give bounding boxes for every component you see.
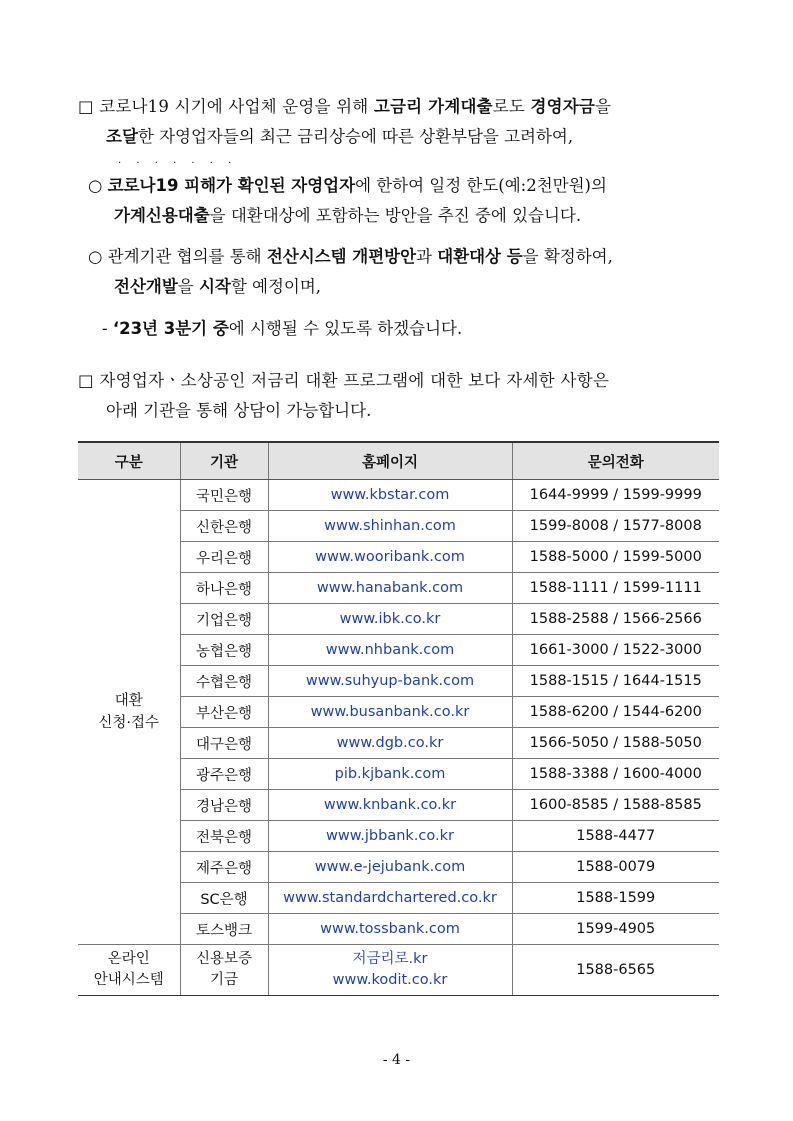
phone-cell: 1661-3000 / 1522-3000 — [512, 635, 719, 666]
institution-cell: 경남은행 — [180, 790, 268, 821]
homepage-link[interactable]: www.standardchartered.co.kr — [268, 883, 512, 914]
homepage-link[interactable]: www.ibk.co.kr — [268, 604, 512, 635]
phone-cell: 1588-1515 / 1644-1515 — [512, 666, 719, 697]
homepage-link[interactable]: www.dgb.co.kr — [268, 728, 512, 759]
homepage-link[interactable]: www.tossbank.com — [268, 914, 512, 945]
homepage-link[interactable]: www.jbbank.co.kr — [268, 821, 512, 852]
header-category: 구분 — [78, 442, 180, 480]
paragraph-2-line-1: ○ 코로나19 피해가 확인된 자영업자에 한하여 일정 한도(예:2천만원)의 — [88, 176, 607, 195]
institution-cell: 부산은행 — [180, 697, 268, 728]
institution-cell: SC은행 — [180, 883, 268, 914]
phone-cell: 1588-6200 / 1544-6200 — [512, 697, 719, 728]
homepage-link-line[interactable]: www.kodit.co.kr — [332, 972, 448, 988]
page-number: - 4 - — [382, 1052, 411, 1068]
phone-cell: 1599-8008 / 1577-8008 — [512, 511, 719, 542]
institution-cell: 전북은행 — [180, 821, 268, 852]
institution-cell: 광주은행 — [180, 759, 268, 790]
institution-cell: 대구은행 — [180, 728, 268, 759]
paragraph-1-line-1: □ 코로나19 시기에 사업체 운영을 위해 고금리 가계대출로도 경영자금을 — [78, 97, 612, 116]
phone-cell: 1566-5050 / 1588-5050 — [512, 728, 719, 759]
paragraph-3-line-2: 전산개발을 시작할 예정이며, — [114, 277, 322, 296]
phone-cell: 1599-4905 — [512, 914, 719, 945]
homepage-link[interactable]: www.nhbank.com — [268, 635, 512, 666]
institution-cell-line: 기금 — [209, 972, 238, 988]
table-row — [78, 945, 719, 996]
institution-cell: 하나은행 — [180, 573, 268, 604]
phone-cell: 1588-1111 / 1599-1111 — [512, 573, 719, 604]
header-institution: 기관 — [180, 442, 268, 480]
phone-cell: 1588-0079 — [512, 852, 719, 883]
homepage-link[interactable]: www.busanbank.co.kr — [268, 697, 512, 728]
homepage-link[interactable]: www.e-jejubank.com — [268, 852, 512, 883]
homepage-link-line[interactable]: 저금리로.kr — [352, 951, 428, 967]
category-label: 신청·접수 — [98, 715, 160, 731]
category-label: 대환 — [114, 693, 143, 709]
institution-cell — [180, 945, 268, 996]
phone-cell: 1588-4477 — [512, 821, 719, 852]
paragraph-5-line-2: 아래 기관을 통해 상담이 가능합니다. — [106, 401, 372, 420]
institution-cell-line: 신용보증 — [195, 951, 253, 967]
header-phone: 문의전화 — [512, 442, 719, 480]
phone-cell: 1600-8585 / 1588-8585 — [512, 790, 719, 821]
category-cell-online-guide-line: 안내시스템 — [93, 972, 164, 988]
homepage-link[interactable]: www.wooribank.com — [268, 542, 512, 573]
header-homepage: 홈페이지 — [268, 442, 512, 480]
emphasis-dots: · · · · · · · — [118, 158, 238, 169]
phone-cell: 1588-6565 — [512, 945, 719, 996]
institution-cell: 토스뱅크 — [180, 914, 268, 945]
homepage-link[interactable]: pib.kjbank.com — [268, 759, 512, 790]
homepage-link[interactable]: www.knbank.co.kr — [268, 790, 512, 821]
paragraph-1-line-2: 조달한 자영업자들의 최근 금리상승에 따른 상환부담을 고려하여, — [106, 127, 574, 146]
institution-cell: 국민은행 — [180, 480, 268, 511]
homepage-link[interactable]: www.kbstar.com — [268, 480, 512, 511]
institution-cell: 기업은행 — [180, 604, 268, 635]
consultation-table — [78, 441, 719, 996]
paragraph-2-line-2: 가계신용대출을 대환대상에 포함하는 방안을 추진 중에 있습니다. — [114, 206, 582, 225]
institution-cell: 수협은행 — [180, 666, 268, 697]
homepage-link[interactable]: www.hanabank.com — [268, 573, 512, 604]
institution-cell: 우리은행 — [180, 542, 268, 573]
homepage-link[interactable] — [268, 945, 512, 996]
phone-cell: 1644-9999 / 1599-9999 — [512, 480, 719, 511]
category-cell-online-guide — [78, 945, 180, 996]
homepage-link[interactable]: www.shinhan.com — [268, 511, 512, 542]
homepage-link[interactable]: www.suhyup-bank.com — [268, 666, 512, 697]
table-header-row — [78, 442, 719, 480]
phone-cell: 1588-3388 / 1600-4000 — [512, 759, 719, 790]
table-row — [78, 480, 719, 511]
phone-cell: 1588-1599 — [512, 883, 719, 914]
institution-cell: 신한은행 — [180, 511, 268, 542]
institution-cell: 농협은행 — [180, 635, 268, 666]
phone-cell: 1588-2588 / 1566-2566 — [512, 604, 719, 635]
category-cell-online-guide-line: 온라인 — [107, 951, 150, 967]
institution-cell: 제주은행 — [180, 852, 268, 883]
paragraph-5-line-1: □ 자영업자ㆍ소상공인 저금리 대환 프로그램에 대한 보다 자세한 사항은 — [78, 371, 610, 390]
phone-cell: 1588-5000 / 1599-5000 — [512, 542, 719, 573]
category-cell-loan-application — [78, 480, 180, 945]
paragraph-3-line-1: ○ 관계기관 협의를 통해 전산시스템 개편방안과 대환대상 등을 확정하여, — [88, 247, 613, 266]
paragraph-4-line-1: - ‘23년 3분기 중에 시행될 수 있도록 하겠습니다. — [102, 319, 463, 338]
